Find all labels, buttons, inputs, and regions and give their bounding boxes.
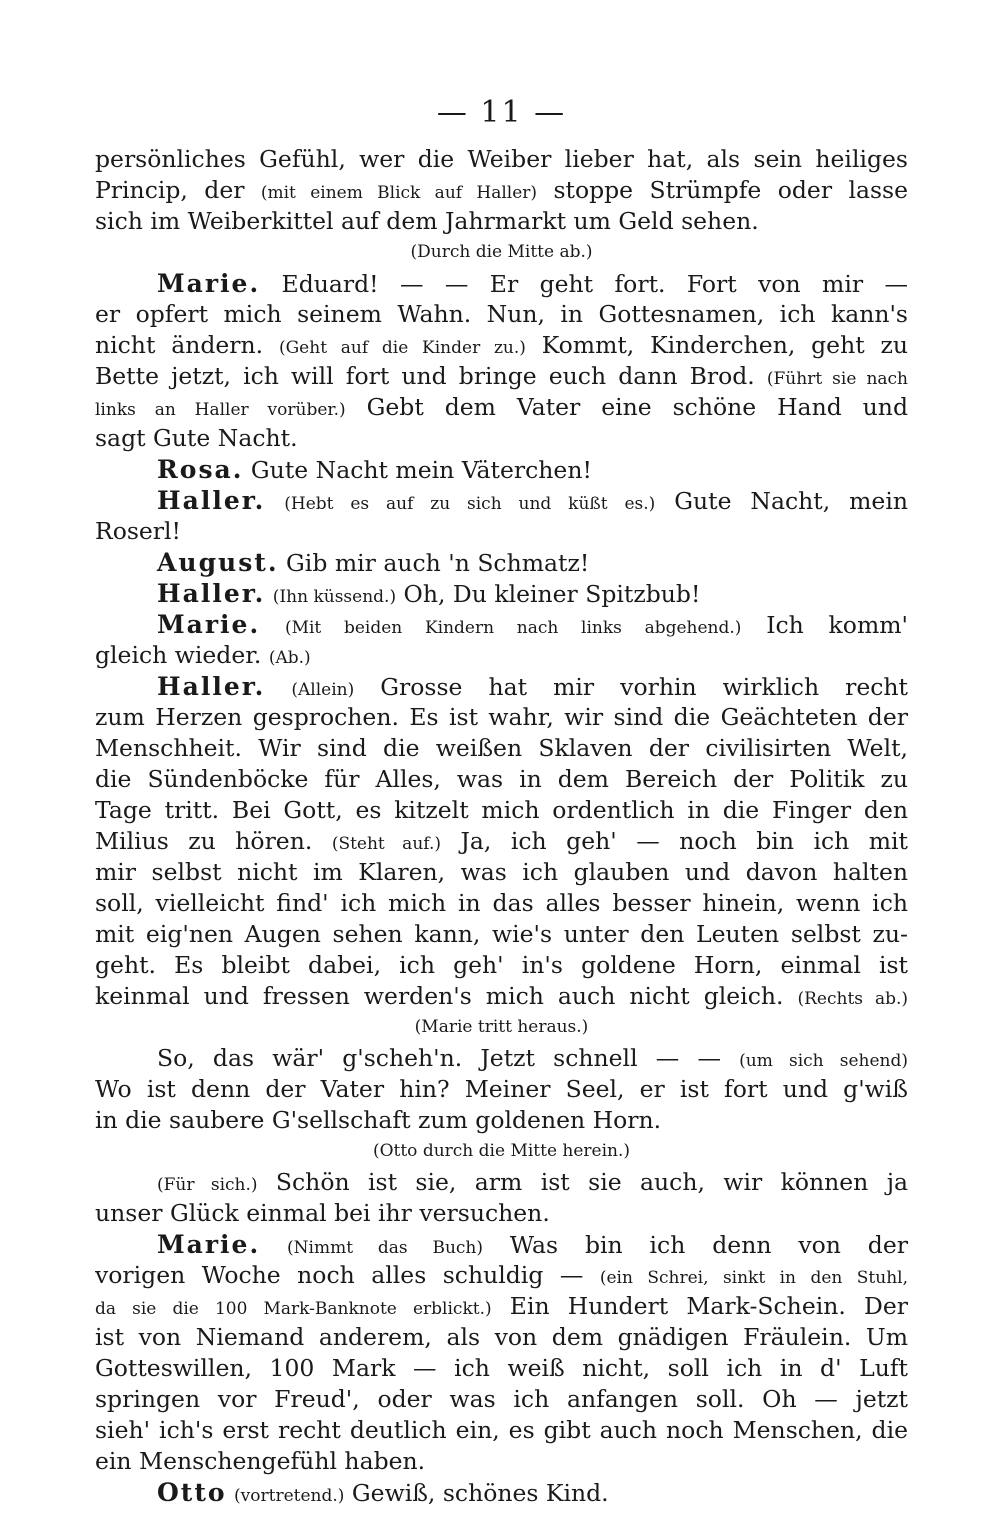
text-line	[95, 1384, 908, 1415]
text-line	[95, 1260, 908, 1291]
text-line	[95, 702, 908, 733]
stage-direction: (Ihn küssend.)	[272, 587, 397, 607]
stage-direction: links an Haller vorüber.)	[95, 400, 346, 420]
line-text: Milius zu hören.	[95, 827, 332, 855]
stage-direction: (Ab.)	[268, 648, 311, 668]
text-line	[95, 454, 908, 485]
line-text: So, das wär' g'scheh'n. Jetzt schnell — —	[157, 1044, 740, 1072]
line-text: in die saubere G'sellschaft zum goldenen Horn.	[95, 1106, 662, 1134]
text-line	[95, 609, 908, 640]
text-line	[95, 578, 908, 609]
text-line	[95, 826, 908, 857]
text-line	[95, 1291, 908, 1322]
text-line	[95, 857, 908, 888]
text-line	[95, 919, 908, 950]
text-line	[95, 392, 908, 423]
line-text: Kommt, Kinderchen, geht zu	[525, 331, 908, 359]
line-text: geht. Es bleibt dabei, ich geh' in's goldene Horn, einmal ist	[95, 951, 908, 979]
text-line	[95, 1322, 908, 1353]
speaker-name: Marie.	[157, 1230, 261, 1259]
text-line	[95, 764, 908, 795]
stage-direction: (Führt sie nach	[766, 369, 908, 389]
line-text: Schön ist sie, arm ist sie auch, wir können ja	[257, 1168, 908, 1196]
text-line	[95, 1446, 908, 1477]
stage-direction: (Für sich.)	[157, 1175, 258, 1195]
line-text: Ein Hundert Mark-Schein. Der	[491, 1292, 908, 1320]
line-text: Oh, Du kleiner Spitzbub!	[396, 580, 701, 608]
text-line	[95, 361, 908, 392]
line-text: (Otto durch die Mitte herein.)	[372, 1141, 631, 1161]
line-text: Gute Nacht, mein	[655, 487, 908, 515]
text-line	[95, 268, 908, 299]
line-text	[265, 580, 272, 608]
line-text: Gib mir auch 'n Schmatz!	[278, 549, 590, 577]
speaker-name: Haller.	[157, 579, 266, 608]
text-line	[95, 1477, 908, 1508]
line-text: springen vor Freud', oder was ich anfangen soll. Oh — jetzt	[95, 1385, 908, 1413]
speaker-name: Rosa.	[157, 455, 244, 484]
text-line	[95, 1167, 908, 1198]
page-number: — 11 —	[436, 95, 567, 130]
stage-direction: (Steht auf.)	[331, 834, 441, 854]
stage-direction: (Allein)	[291, 680, 355, 700]
line-text: er opfert mich seinem Wahn. Nun, in Gottesnamen, ich kann's	[95, 300, 908, 328]
line-text: ist von Niemand anderem, als von dem gnädigen Fräulein. Um	[95, 1323, 908, 1351]
line-text: zum Herzen gesprochen. Es ist wahr, wir sind die Geächteten der	[95, 703, 908, 731]
line-text: Gewiß, schönes Kind.	[344, 1479, 609, 1507]
text-line	[95, 640, 908, 671]
line-text: die Sündenböcke für Alles, was in dem Bereich der Politik zu	[95, 765, 908, 793]
stage-direction: (um sich sehend)	[739, 1051, 908, 1071]
line-text: Gotteswillen, 100 Mark — ich weiß nicht, soll ich in d' Luft	[95, 1354, 908, 1382]
text-line	[95, 1043, 908, 1074]
line-text: sich im Weiberkittel auf dem Jahrmarkt um Geld sehen.	[95, 207, 759, 235]
stage-direction: (Hebt es auf zu sich und küßt es.)	[284, 494, 656, 514]
line-text: Gebt dem Vater eine schöne Hand und	[345, 393, 908, 421]
text-line	[95, 1105, 908, 1136]
text-line	[95, 1229, 908, 1260]
stage-direction: (Rechts ab.)	[797, 989, 908, 1009]
text-line	[95, 1198, 908, 1229]
text-line	[95, 299, 908, 330]
line-text: mir selbst nicht im Klaren, was ich glauben und davon halten	[95, 858, 908, 886]
text-line	[95, 733, 908, 764]
line-text: ein Menschengefühl haben.	[95, 1447, 426, 1475]
line-text: (Marie tritt heraus.)	[414, 1017, 589, 1037]
page-text	[95, 144, 908, 1508]
line-text: Tage tritt. Bei Gott, es kitzelt mich ordentlich in die Finger den	[95, 796, 908, 824]
line-text: Ja, ich geh' — noch bin ich mit	[441, 827, 908, 855]
speaker-name: Otto	[157, 1478, 227, 1507]
line-text: unser Glück einmal bei ihr versuchen.	[95, 1199, 550, 1227]
line-text: Wo ist denn der Vater hin? Meiner Seel, er ist fort und g'wiß	[95, 1075, 908, 1103]
line-text: Eduard! — — Er geht fort. Fort von mir —	[260, 270, 908, 298]
speaker-name: August.	[157, 548, 279, 577]
text-line	[95, 206, 908, 237]
text-line	[95, 1415, 908, 1446]
line-text: persönliches Gefühl, wer die Weiber lieber hat, als sein heiliges	[95, 145, 908, 173]
stage-direction: (mit einem Blick auf Haller)	[260, 183, 538, 203]
line-text	[265, 673, 291, 701]
stage-direction: (Geht auf die Kinder zu.)	[278, 338, 526, 358]
line-text: stoppe Strümpfe oder lasse	[537, 176, 908, 204]
line-text: gleich wieder.	[95, 641, 269, 669]
line-text	[260, 1231, 287, 1259]
text-line	[95, 485, 908, 516]
text-line	[95, 144, 908, 175]
line-text	[227, 1479, 234, 1507]
line-text: Bette jetzt, ich will fort und bringe euch dann Brod.	[95, 362, 767, 390]
text-line	[95, 671, 908, 702]
speaker-name: Haller.	[157, 672, 266, 701]
line-text: sieh' ich's erst recht deutlich ein, es gibt auch noch Menschen, die	[95, 1416, 908, 1444]
line-text: Roserl!	[95, 517, 182, 545]
stage-direction: da sie die 100 Mark-Banknote erblickt.)	[95, 1299, 492, 1319]
text-line	[95, 888, 908, 919]
line-text	[260, 611, 285, 639]
text-line	[95, 950, 908, 981]
text-line	[95, 330, 908, 361]
line-text: Princip, der	[95, 176, 261, 204]
line-text: mit eig'nen Augen sehen kann, wie's unter den Leuten selbst zu-	[95, 920, 908, 948]
speaker-name: Marie.	[157, 610, 261, 639]
line-text: nicht ändern.	[95, 331, 279, 359]
stage-direction: (Nimmt das Buch)	[287, 1238, 483, 1258]
stage-direction: (Mit beiden Kindern nach links abgehend.)	[284, 618, 742, 638]
text-line	[95, 175, 908, 206]
text-line	[95, 1136, 908, 1167]
stage-direction: (ein Schrei, sinkt in den Stuhl,	[599, 1268, 908, 1288]
line-text: Grosse hat mir vorhin wirklich recht	[354, 673, 908, 701]
line-text: Menschheit. Wir sind die weißen Sklaven der civilisirten Welt,	[95, 734, 908, 762]
line-text: keinmal und fressen werden's mich auch nicht gleich.	[95, 982, 798, 1010]
text-line	[95, 516, 908, 547]
line-text: Ich komm'	[741, 611, 908, 639]
line-text	[265, 487, 284, 515]
line-text: Was bin ich denn von der	[483, 1231, 908, 1259]
line-text: sagt Gute Nacht.	[95, 424, 298, 452]
text-line	[95, 1012, 908, 1043]
speaker-name: Haller.	[157, 486, 266, 515]
speaker-name: Marie.	[157, 269, 261, 298]
line-text: (Durch die Mitte ab.)	[410, 242, 593, 262]
text-line	[95, 423, 908, 454]
text-line	[95, 237, 908, 268]
text-line	[95, 1353, 908, 1384]
line-text: Gute Nacht mein Väterchen!	[243, 456, 592, 484]
line-text: vorigen Woche noch alles schuldig —	[95, 1261, 600, 1289]
text-line	[95, 981, 908, 1012]
text-line	[95, 1074, 908, 1105]
line-text: soll, vielleicht find' ich mich in das alles besser hinein, wenn ich	[95, 889, 908, 917]
text-line	[95, 547, 908, 578]
stage-direction: (vortretend.)	[234, 1486, 345, 1506]
text-line	[95, 795, 908, 826]
